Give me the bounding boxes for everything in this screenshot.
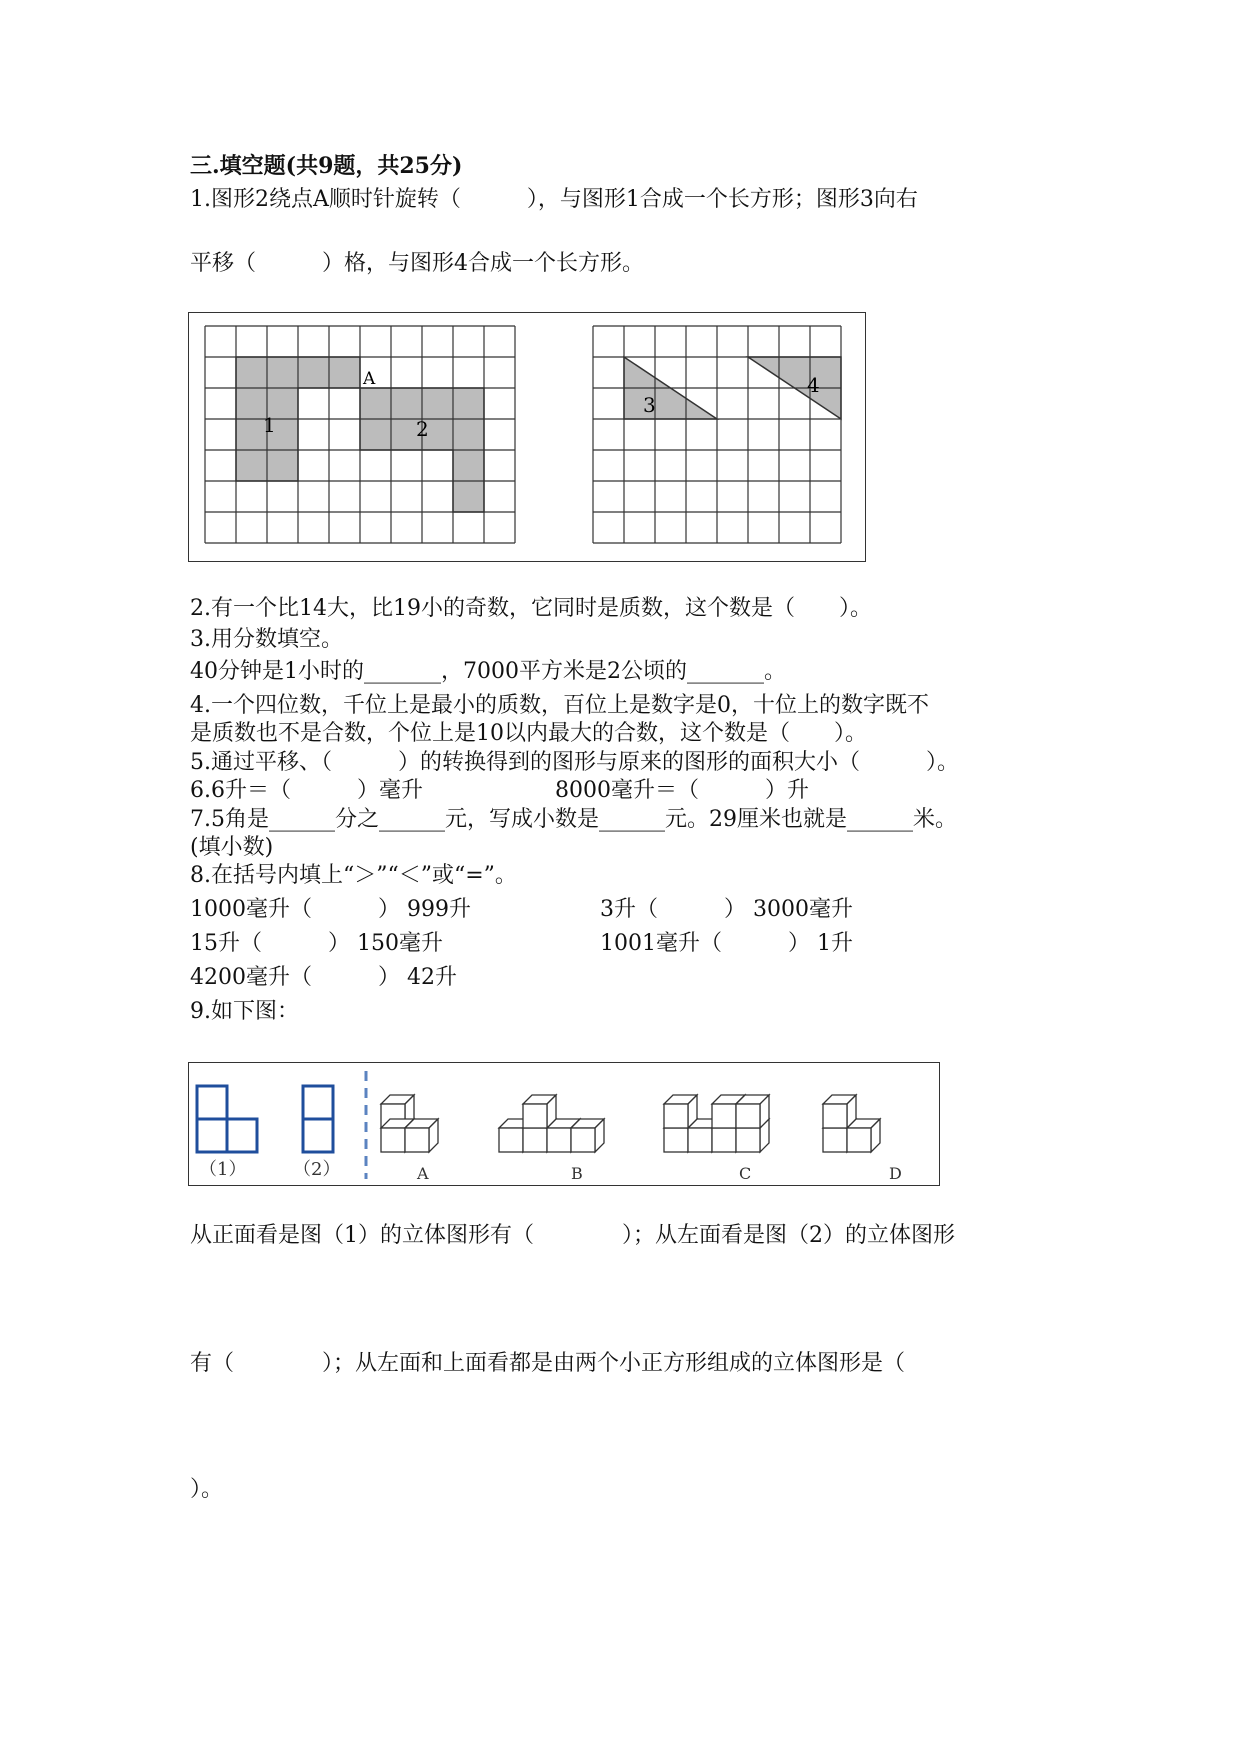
label-view-2: （2）	[293, 1159, 341, 1180]
cube	[405, 1119, 438, 1152]
cube	[736, 1095, 769, 1128]
q7-line2: (填小数)	[190, 835, 274, 860]
q7-line1: 7.5角是______分之______元，写成小数是______元。29厘米也就是______米。	[190, 807, 957, 832]
right-grid	[593, 326, 841, 543]
q1-line2: 平移（ ）格，与图形4合成一个长方形。	[190, 251, 644, 276]
q1-line1: 1.图形2绕点A顺时针旋转（ ），与图形1合成一个长方形；图形3向右	[190, 187, 918, 212]
q1-grid-figure	[188, 312, 866, 562]
cube	[664, 1095, 697, 1128]
q3-line: 40分钟是1小时的_______，7000平方米是2公顷的_______。	[190, 659, 786, 684]
q4-line1: 4.一个四位数，千位上是最小的质数，百位上是数字是0，十位上的数字既不	[190, 693, 929, 718]
label-shape-1: 1	[263, 413, 276, 437]
q6-part-a: 6.6升＝（ ）毫升	[190, 778, 423, 803]
q9-line2: 有（ ）；从左面和上面看都是由两个小正方形组成的立体图形是（	[190, 1351, 906, 1376]
label-solid-d: D	[889, 1164, 902, 1183]
cube	[523, 1095, 556, 1128]
q8-title: 8.在括号内填上“＞”“＜”或“=”。	[190, 863, 517, 888]
q5: 5.通过平移、（ ）的转换得到的图形与原来的图形的面积大小（ ）。	[190, 750, 959, 775]
cube	[571, 1119, 604, 1152]
label-shape-2: 2	[416, 417, 429, 441]
q4-line2: 是质数也不是合数，个位上是10以内最大的合数，这个数是（ ）。	[190, 721, 867, 746]
label-view-1: （1）	[199, 1159, 247, 1180]
view-2	[303, 1086, 333, 1152]
q8-item: 4200毫升（ ） 42升	[190, 965, 457, 990]
label-shape-4: 4	[807, 373, 820, 397]
q8-item: 3升（ ） 3000毫升	[600, 897, 853, 922]
q9-line3: ）。	[190, 1477, 224, 1502]
q9-line1: 从正面看是图（1）的立体图形有（ ）；从左面看是图（2）的立体图形	[190, 1223, 955, 1248]
label-solid-b: B	[571, 1164, 583, 1183]
label-shape-3: 3	[643, 393, 656, 417]
q8-item: 15升（ ） 150毫升	[190, 931, 443, 956]
q6-part-b: 8000毫升＝（ ）升	[555, 778, 809, 803]
label-solid-a: A	[417, 1164, 429, 1183]
q3-title: 3.用分数填空。	[190, 627, 343, 652]
q8-item: 1000毫升（ ） 999升	[190, 897, 471, 922]
q8-item: 1001毫升（ ） 1升	[600, 931, 853, 956]
section-title: 三.填空题(共9题，共25分)	[190, 153, 463, 179]
q2: 2.有一个比14大，比19小的奇数，它同时是质数，这个数是（ ）。	[190, 596, 872, 621]
label-point-a: A	[363, 369, 376, 389]
q9-title: 9.如下图：	[190, 999, 299, 1024]
q9-views-figure	[188, 1062, 940, 1186]
label-solid-c: C	[739, 1164, 752, 1183]
cube	[823, 1095, 856, 1128]
left-grid	[205, 326, 515, 543]
view-1	[197, 1086, 257, 1152]
